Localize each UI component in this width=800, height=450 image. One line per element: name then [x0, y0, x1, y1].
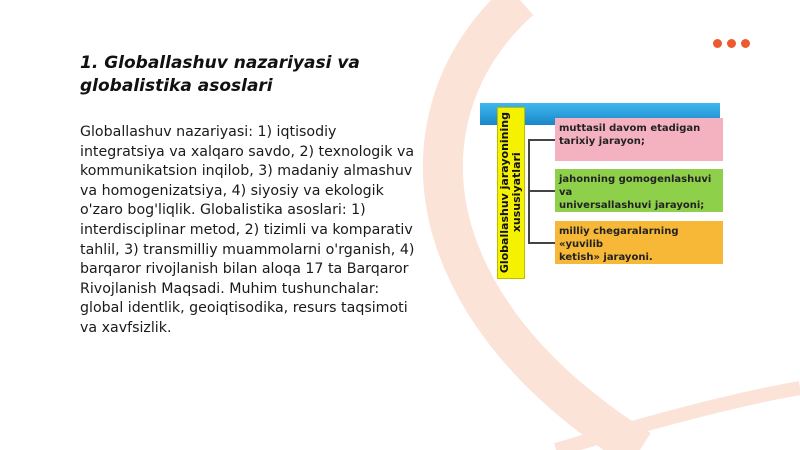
characteristics-diagram: [480, 103, 725, 283]
connector-branch-3: [528, 242, 555, 244]
diagram-main-box: [497, 107, 525, 279]
accent-dot: [727, 39, 736, 48]
diagram-main-label: Globallashuv jarayonining xususiyatlari: [498, 112, 523, 274]
diagram-item-2: jahonning gomogenlashuvi va universallashuvi jarayoni;: [555, 169, 723, 212]
accent-dot: [741, 39, 750, 48]
connector-branch-1: [528, 139, 555, 141]
accent-dots: [713, 39, 750, 48]
accent-dot: [713, 39, 722, 48]
slide-body-text: Globallashuv nazariyasi: 1) iqtisodiy integratsiya va xalqaro savdo, 2) texnologik va kommunikatsion inqilob, 3) madaniy almashuv va homogenizatsiya, 4) siyosiy va ekologik o'zaro bog'liqlik. Globalistika asoslari: 1) interdisciplinar metod, 2) tizimli va komparativ tahlil, 3) transmilliy muammolarni o'rganish, 4) barqaror rivojlanish bilan aloqa 17 ta Barqaror Rivojlanish Maqsadi. Muhim tushunchalar: global identlik, geoiqtisodika, resurs taqsimoti va xavfsizlik.: [80, 124, 415, 336]
slide-title: 1. Globallashuv nazariyasi va globalistika asoslari: [80, 53, 360, 96]
diagram-item-1: muttasil davom etadigan tarixiy jarayon;: [555, 118, 723, 161]
diagram-item-3: milliy chegaralarning «yuvilib ketish» jarayoni.: [555, 221, 723, 264]
connector-branch-2: [528, 190, 555, 192]
